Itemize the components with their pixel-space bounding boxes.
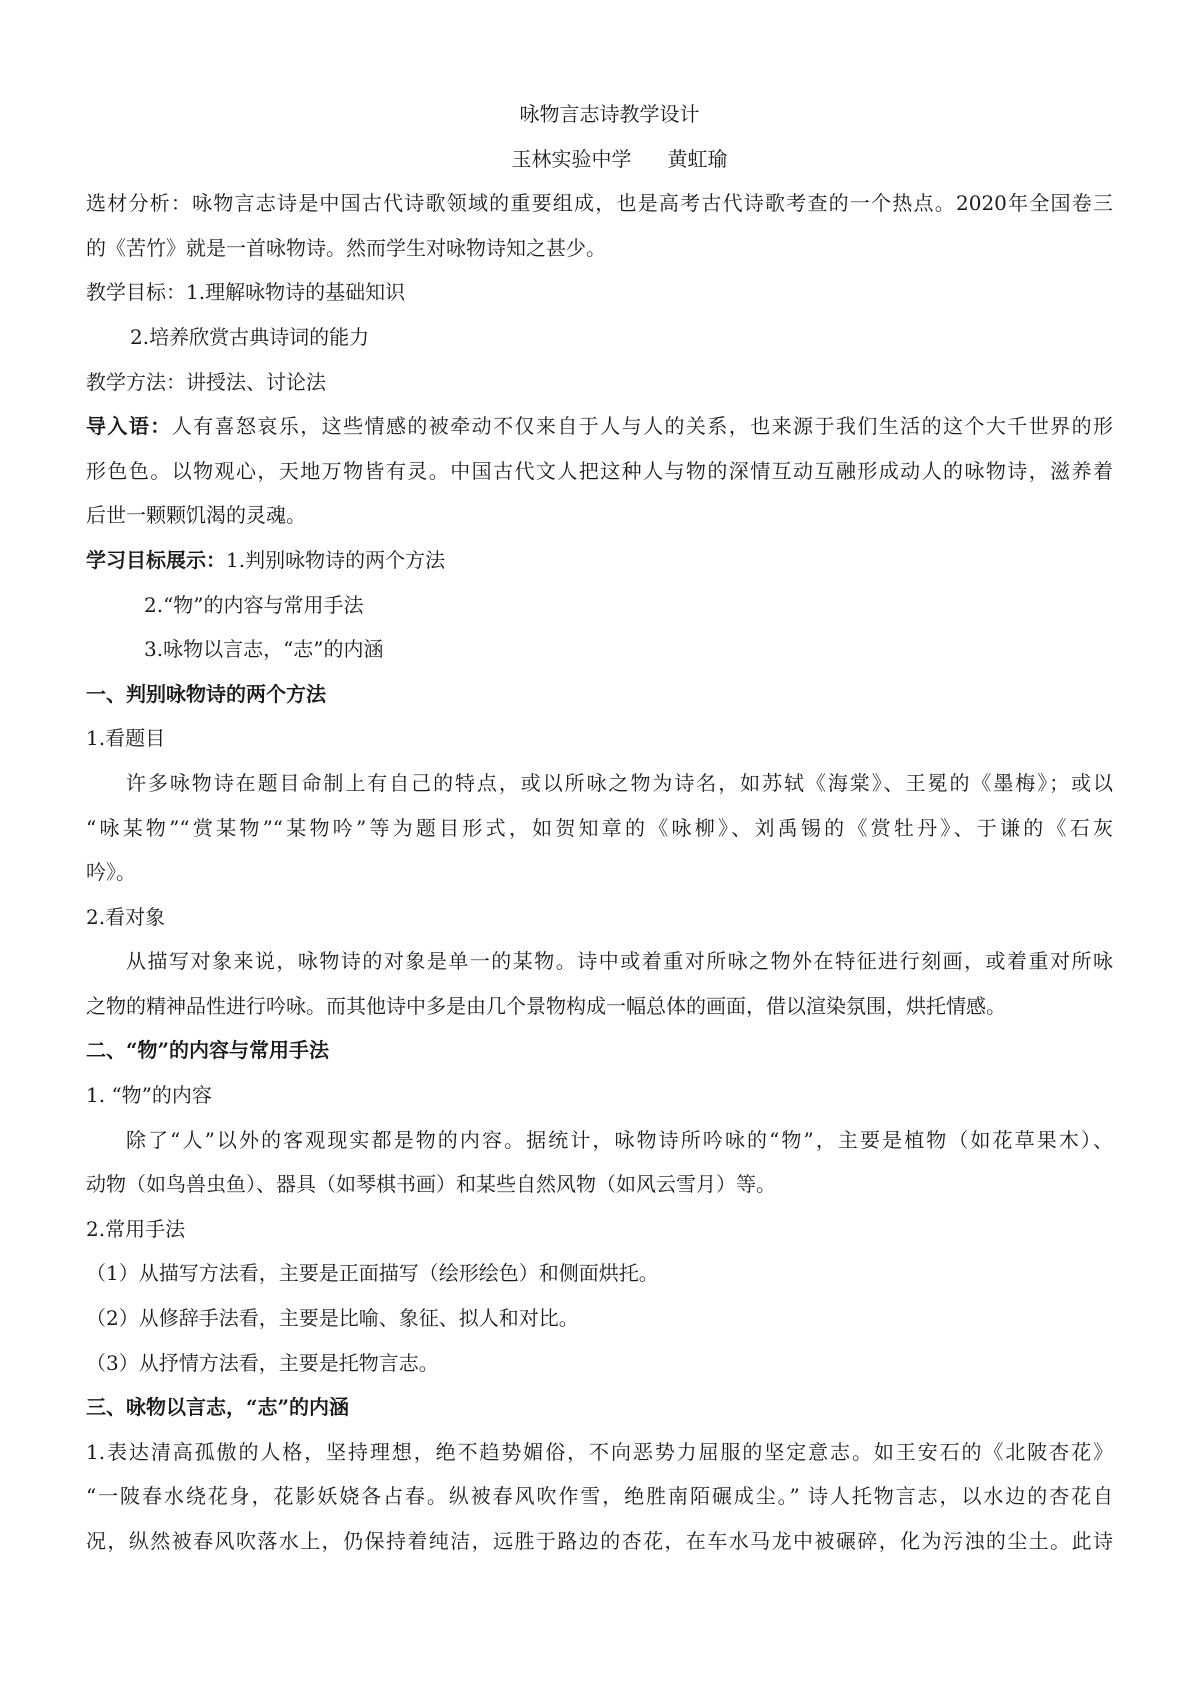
doc-byline <box>86 137 1113 182</box>
section-1-sub-1: 1.看题目 <box>86 726 166 751</box>
objective-3: 3.咏物以言志，“志”的内涵 <box>144 637 384 662</box>
section-1-heading: 一、判别咏物诗的两个方法 <box>86 681 326 706</box>
s2-method-2: （2）从修辞手法看，主要是比喻、象征、拟人和对比。 <box>86 1306 579 1331</box>
author-name: 黄虹瑜 <box>667 146 728 171</box>
intro-line-3: 后世一颗颗饥渴的灵魂。 <box>86 503 306 528</box>
objective-1: 1.判别咏物诗的两个方法 <box>226 547 446 572</box>
analysis-line-2: 的《苦竹》就是一首咏物诗。然而学生对咏物诗知之甚少。 <box>86 235 606 260</box>
objectives-label: 学习目标展示： <box>86 547 226 572</box>
objective-2: 2.“物”的内容与常用手法 <box>144 592 364 617</box>
s3-para1-line-3: 况，纵然被春风吹落水上，仍保持着纯洁，远胜于路边的杏花，在车水马龙中被碾碎，化为污浊的尘土。此诗 <box>86 1529 1113 1553</box>
s1-para2-line-1: 从描写对象来说，咏物诗的对象是单一的某物。诗中或着重对所咏之物外在特征进行刻画，或着重对所咏 <box>126 949 1113 974</box>
s1-para1-line-1: 许多咏物诗在题目命制上有自己的特点，或以所咏之物为诗名，如苏轼《海棠》、王冕的《墨梅》；或以 <box>126 770 1113 795</box>
s2-para1-line-1: 除了“人”以外的客观现实都是物的内容。据统计，咏物诗所吟咏的“物”，主要是植物（如花草果木）、 <box>126 1127 1113 1152</box>
s2-method-1: （1）从描写方法看，主要是正面描写（绘形绘色）和侧面烘托。 <box>86 1261 659 1286</box>
s1-para1-line-3: 吟》。 <box>86 860 136 885</box>
objectives-line-1 <box>86 538 1113 583</box>
intro-label: 导入语： <box>86 414 172 439</box>
s3-para1-line-1: 1.表达清高孤傲的人格，坚持理想，绝不趋势媚俗，不向恶势力屈服的坚定意志。如王安石的《北陂杏花》 <box>86 1439 1113 1464</box>
doc-title: 咏物言志诗教学设计 <box>519 102 700 126</box>
intro-text-1: 人有喜怒哀乐，这些情感的被牵动不仅来自于人与人的关系，也来源于我们生活的这个大千世界的形 <box>171 414 1114 439</box>
section-2-heading: 二、“物”的内容与常用手法 <box>86 1038 330 1063</box>
section-1-sub-2: 2.看对象 <box>86 904 166 929</box>
goal-line-1: 教学目标：1.理解咏物诗的基础知识 <box>86 280 406 305</box>
intro-line-2: 形色色。以物观心，天地万物皆有灵。中国古代文人把这种人与物的深情互动互融形成动人的咏物诗，滋养着 <box>86 458 1113 483</box>
s2-method-3: （3）从抒情方法看，主要是托物言志。 <box>86 1350 439 1375</box>
section-2-sub-1: 1. “物”的内容 <box>86 1083 212 1108</box>
s3-para1-line-2: “一陂春水绕花身，花影妖娆各占春。纵被春风吹作雪，绝胜南陌碾成尘。” 诗人托物言志，以水边的杏花自 <box>86 1484 1113 1509</box>
section-2-sub-2: 2.常用手法 <box>86 1216 186 1241</box>
s2-para1-line-2: 动物（如鸟兽虫鱼）、器具（如琴棋书画）和某些自然风物（如风云雪月）等。 <box>86 1172 776 1197</box>
goal-line-2: 2.培养欣赏古典诗词的能力 <box>130 324 370 349</box>
s1-para1-line-2: “咏某物”“赏某物”“某物吟”等为题目形式，如贺知章的《咏柳》、刘禹锡的《赏牡丹》、于谦的《石灰 <box>86 815 1113 840</box>
method-line: 教学方法：讲授法、讨论法 <box>86 369 326 394</box>
school-name: 玉林实验中学 <box>511 146 632 171</box>
analysis-line-1: 选材分析：咏物言志诗是中国古代诗歌领域的重要组成，也是高考古代诗歌考查的一个热点。2020年全国卷三 <box>86 191 1113 216</box>
s1-para2-line-2: 之物的精神品性进行吟咏。而其他诗中多是由几个景物构成一幅总体的画面，借以渲染氛围，烘托情感。 <box>86 993 1006 1018</box>
section-3-heading: 三、咏物以言志，“志”的内涵 <box>86 1395 350 1420</box>
intro-line-1 <box>86 404 1113 449</box>
